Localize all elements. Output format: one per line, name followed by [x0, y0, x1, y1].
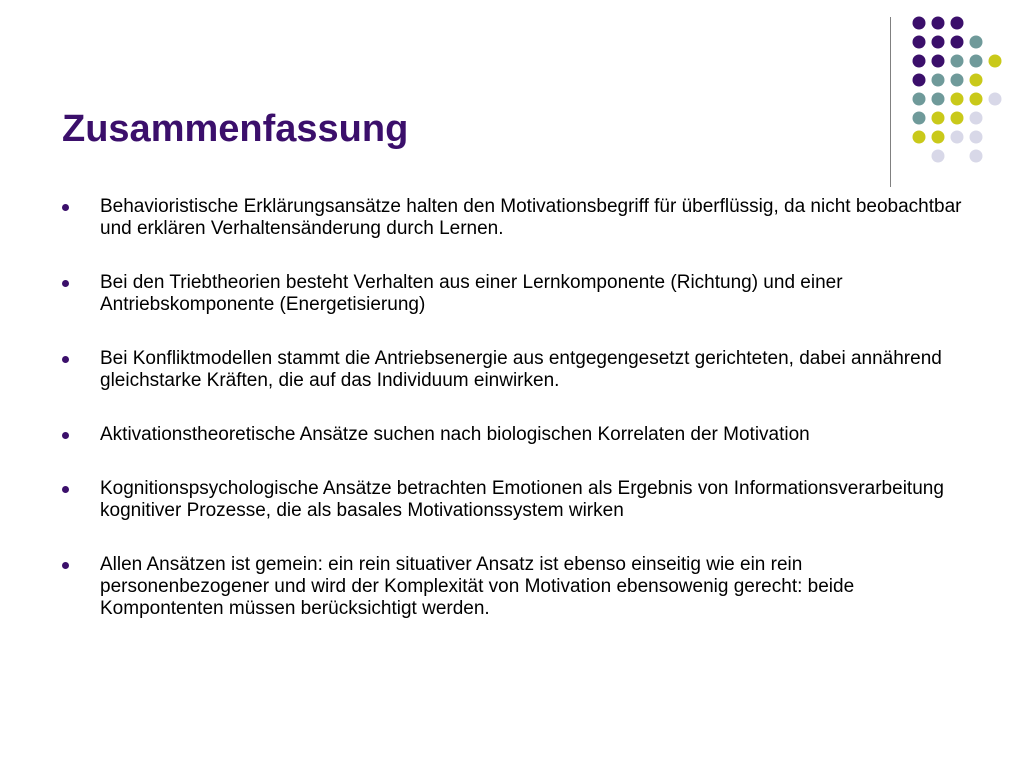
bullet-list: [62, 196, 962, 652]
title-divider-line: [890, 17, 891, 187]
decorative-dot: [913, 17, 926, 30]
decorative-dot: [989, 93, 1002, 106]
decorative-dot: [932, 55, 945, 68]
decorative-dot: [913, 36, 926, 49]
decorative-dot: [970, 150, 983, 163]
decorative-dot-grid: [0, 0, 1024, 200]
decorative-dot: [913, 55, 926, 68]
slide-title: Zusammenfassung: [62, 108, 409, 150]
decorative-dot: [989, 55, 1002, 68]
bullet-item: Aktivationstheoretische Ansätze suchen nach biologischen Korrelaten der Motivation: [62, 424, 962, 446]
decorative-dot: [951, 36, 964, 49]
decorative-dot: [951, 93, 964, 106]
decorative-dot: [951, 55, 964, 68]
decorative-dot: [932, 93, 945, 106]
bullet-item: Behavioristische Erklärungsansätze halten den Motivationsbegriff für überflüssig, da nicht beobachtbar und erklären Verhaltensänderung durch Lernen.: [62, 196, 962, 240]
decorative-dot: [913, 93, 926, 106]
bullet-item: Kognitionspsychologische Ansätze betrachten Emotionen als Ergebnis von Informationsverarbeitung kognitiver Prozesse, die als basales Motivationssystem wirken: [62, 478, 962, 522]
decorative-dot: [951, 74, 964, 87]
decorative-dot: [970, 93, 983, 106]
decorative-dot: [932, 150, 945, 163]
decorative-dot: [913, 131, 926, 144]
decorative-dot: [970, 112, 983, 125]
decorative-dot: [932, 36, 945, 49]
decorative-dot: [951, 17, 964, 30]
bullet-item: Bei den Triebtheorien besteht Verhalten aus einer Lernkomponente (Richtung) und einer Antriebskomponente (Energetisierung): [62, 272, 962, 316]
decorative-dot: [970, 36, 983, 49]
decorative-dot: [932, 131, 945, 144]
bullet-item: Allen Ansätzen ist gemein: ein rein situativer Ansatz ist ebenso einseitig wie ein rein personenbezogener und wird der Komplexität von Motivation ebensowenig gerecht: beide Kompontenten müssen berücksichtigt werden.: [62, 554, 962, 620]
decorative-dot: [913, 112, 926, 125]
decorative-dot: [951, 112, 964, 125]
decorative-dot: [951, 131, 964, 144]
decorative-dot: [970, 55, 983, 68]
decorative-dot: [932, 74, 945, 87]
decorative-dot: [932, 17, 945, 30]
decorative-dot: [970, 74, 983, 87]
decorative-dot: [970, 131, 983, 144]
bullet-item: Bei Konfliktmodellen stammt die Antriebsenergie aus entgegengesetzt gerichteten, dabei annährend gleichstarke Kräften, die auf das Individuum einwirken.: [62, 348, 962, 392]
decorative-dot: [913, 74, 926, 87]
decorative-dot: [932, 112, 945, 125]
